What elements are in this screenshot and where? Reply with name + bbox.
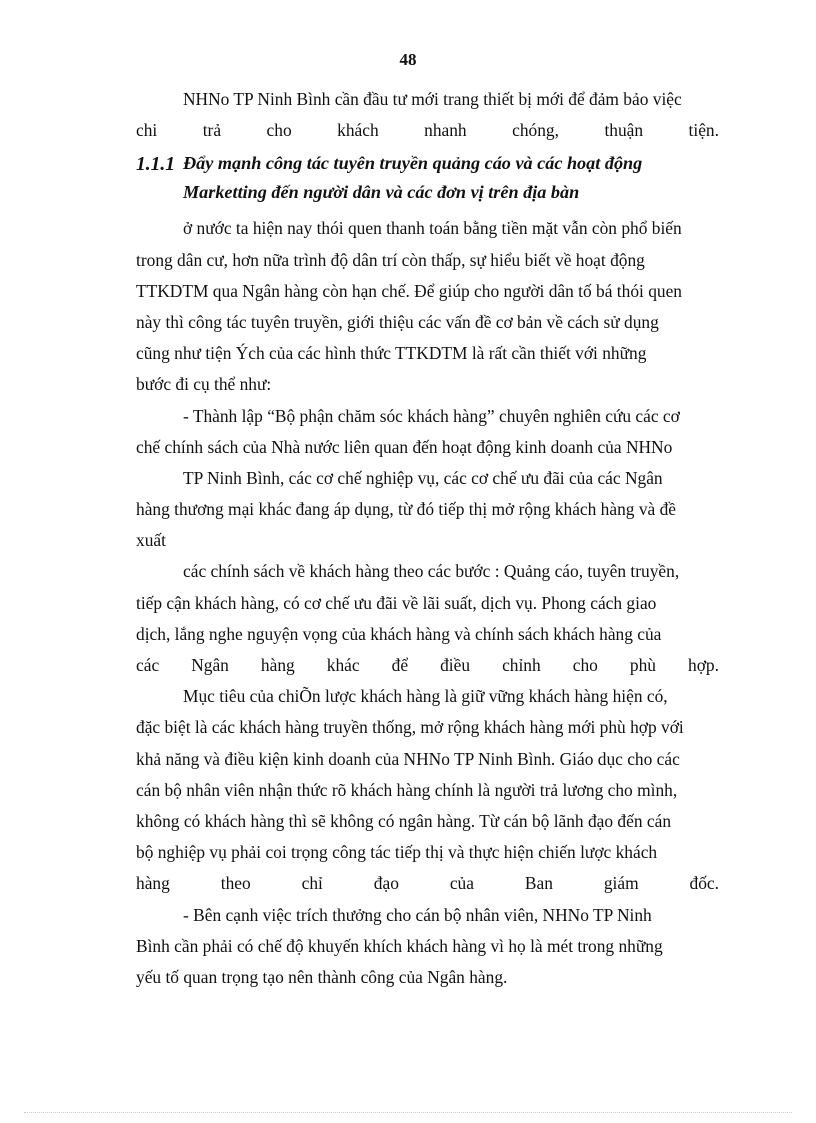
word: thuận xyxy=(604,120,644,141)
word: cho xyxy=(572,655,598,675)
paragraph-line: xuất xyxy=(136,530,166,551)
word: để xyxy=(391,655,409,675)
word: hàng xyxy=(260,655,295,675)
paragraph-line: các chính sách về khách hàng theo các bước : Quảng cáo, tuyên truyền, xyxy=(183,561,680,582)
justified-line xyxy=(136,650,719,681)
paragraph-line: Mục tiêu của chiÕn lược khách hàng là giữ vững khách hàng hiện có, xyxy=(183,686,668,707)
word: tiện. xyxy=(688,120,719,141)
word: đốc. xyxy=(689,873,719,894)
paragraph-line: ở nước ta hiện nay thói quen thanh toán bằng tiền mặt vẫn còn phổ biến xyxy=(183,218,682,239)
word: giám xyxy=(603,873,639,894)
word: phù xyxy=(629,655,656,675)
word: nhanh xyxy=(424,120,467,141)
paragraph-line: dịch, lắng nghe nguyện vọng của khách hàng và chính sách khách hàng của xyxy=(136,623,662,644)
paragraph-line: - Bên cạnh việc trích thưởng cho cán bộ nhân viên, NHNo TP Ninh xyxy=(183,904,652,925)
section-heading-line: Đẩy mạnh công tác tuyên truyền quảng cáo và các hoạt động xyxy=(183,153,643,174)
paragraph-line: này thì công tác tuyên truyền, giới thiệu các vấn đề cơ bản về cách sử dụng xyxy=(136,311,659,332)
word: điều xyxy=(440,655,471,675)
word: Ban xyxy=(524,873,553,894)
word: chỉ xyxy=(301,873,323,894)
word: cho xyxy=(266,120,292,141)
word: đạo xyxy=(373,873,399,894)
section-heading-line: Marketting đến người dân và các đơn vị trên địa bàn xyxy=(183,182,580,203)
word: trả xyxy=(202,120,222,141)
word: Ngân xyxy=(191,655,229,675)
paragraph-line: hàng thương mại khác đang áp dụng, từ đó tiếp thị mở rộng khách hàng và đề xyxy=(136,499,677,520)
section-heading xyxy=(136,149,719,207)
justified-line xyxy=(136,115,719,146)
paragraph-line: - Thành lập “Bộ phận chăm sóc khách hàng” chuyên nghiên cứu các cơ xyxy=(183,405,680,426)
word: chỉnh xyxy=(502,655,541,675)
paragraph-line: tiếp cận khách hàng, có cơ chế ưu đãi về lãi suất, dịch vụ. Phong cách giao xyxy=(136,592,657,613)
word: hợp. xyxy=(688,655,719,675)
justified-line xyxy=(136,868,719,899)
paragraph-line: yếu tố quan trọng tạo nên thành công của Ngân hàng. xyxy=(136,966,508,987)
page-number: 48 xyxy=(399,50,417,69)
word: các xyxy=(136,655,160,675)
paragraph-line: NHNo TP Ninh Bình cần đầu tư mới trang thiết bị mới để đảm bảo việc xyxy=(183,89,682,109)
paragraph-line: trong dân cư, hơn nữa trình độ dân trí còn thấp, sự hiểu biết về hoạt động xyxy=(136,249,645,270)
paragraph-line: Bình cần phải có chế độ khuyến khích khách hàng vì họ là mét trong những xyxy=(136,935,663,956)
page-body xyxy=(136,84,719,993)
paragraph-line: khả năng và điều kiện kinh doanh của NHNo TP Ninh Bình. Giáo dục cho các xyxy=(136,748,680,769)
word: khác xyxy=(326,655,360,675)
page-bottom-divider xyxy=(24,1112,792,1113)
word: theo xyxy=(220,873,251,894)
word: chóng, xyxy=(512,120,559,141)
paragraph-line: bước đi cụ thể như: xyxy=(136,374,272,395)
section-number: 1.1.1 xyxy=(136,154,175,176)
paragraph-line: chế chính sách của Nhà nước liên quan đến hoạt động kinh doanh của NHNo xyxy=(136,436,673,457)
word: khách xyxy=(337,120,379,141)
word: hàng xyxy=(136,873,170,894)
paragraph-line: cũng như tiện Ých của các hình thức TTKDTM là rất cần thiết với những xyxy=(136,343,647,364)
word: chi xyxy=(136,120,158,141)
paragraph-line: TTKDTM qua Ngân hàng còn hạn chế. Để giúp cho người dân tố bá thói quen xyxy=(136,280,683,301)
paragraph-line: TP Ninh Bình, các cơ chế nghiệp vụ, các cơ chế ưu đãi của các Ngân xyxy=(183,467,663,488)
word: của xyxy=(449,873,474,894)
paragraph-line: cán bộ nhân viên nhận thức rõ khách hàng chính là người trả lương cho mình, xyxy=(136,779,678,800)
paragraph-line: đặc biệt là các khách hàng truyền thống, mở rộng khách hàng mới phù hợp với xyxy=(136,717,684,738)
paragraph-line: không có khách hàng thì sẽ không có ngân hàng. Từ cán bộ lãnh đạo đến cán xyxy=(136,810,672,831)
paragraph-line: bộ nghiệp vụ phải coi trọng công tác tiếp thị và thực hiện chiến lược khách xyxy=(136,842,658,863)
